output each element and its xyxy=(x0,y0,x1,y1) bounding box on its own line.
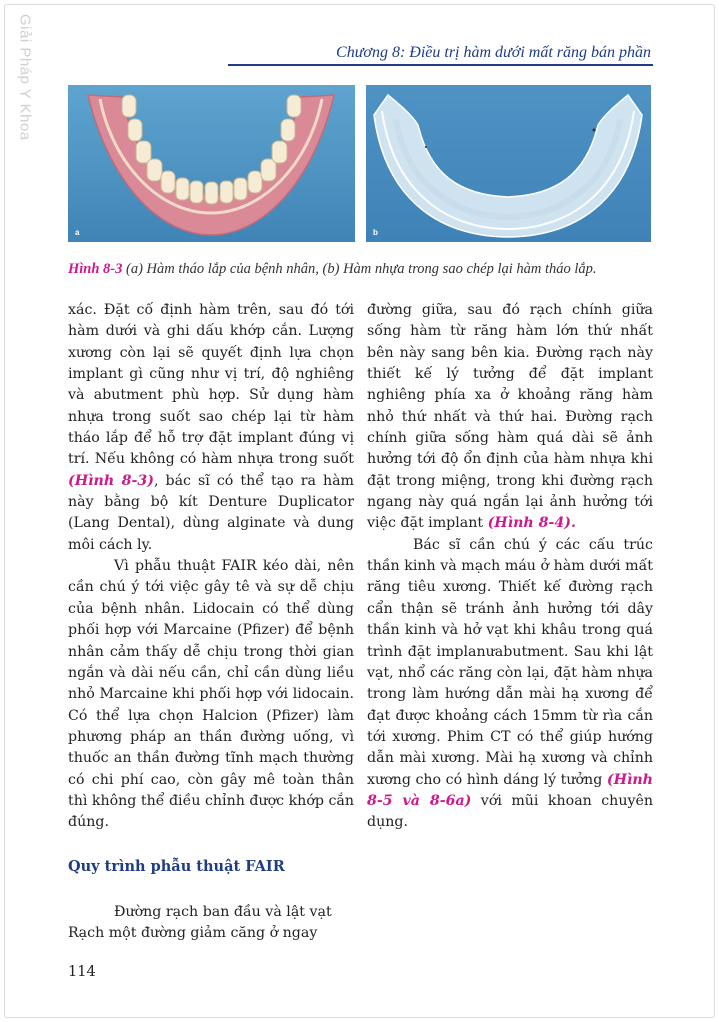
right-p2-tail: với mũi khoan chuyên dụng. xyxy=(367,792,654,831)
left-paragraph-2: Vì phẫu thuật FAIR kéo dài, nên cần chú ý tới việc gây tê và sự dễ chịu của bệnh nhân. Lidocain có thể dùng phối hợp với Marcaine (Pfizer) để bệnh nhân cảm thấy dễ chịu trong thời gian ngắn và dài nếu cần, chỉ cần dùng liều nhỏ Marcaine khi phối hợp với lidocain. Có thể lựa chọn Halcion (Pfizer) làm phương pháp an thần đường uống, vì thuốc an thần đường tĩnh mạch thường có chi phí cao, còn gây mê toàn thân thì không thể điều chỉnh được khớp cắn đúng. xyxy=(68,558,354,831)
right-p2-text: Bác sĩ cần chú ý các cấu trúc thần kinh và mạch máu ở hàm dưới mất răng tiêu xương. Thiết kế đường rạch cẩn thận sẽ tránh ảnh hưởng tới dây thần kinh và hở vạt khi khâu trong quá trình đặt implanưabutment. Sau khi lật vạt, nhổ các răng còn lại, đặt hàm nhựa trong làm hướng dẫn mài hạ xương để đạt được khoảng cách 15mm từ rìa cắn tới xương. Phim CT có thể giúp hướng dẫn mài xương. Mài hạ xương và chỉnh xương cho có hình dáng lý tưởng xyxy=(367,536,653,788)
caption-figure-ref: Hình 8-3 xyxy=(68,261,123,277)
panel-a-label: a xyxy=(75,228,80,237)
header-rule xyxy=(228,64,653,66)
side-watermark xyxy=(14,14,36,154)
panel-b-label: b xyxy=(373,228,378,237)
left-p1-text: xác. Đặt cố định hàm trên, sau đó tới hàm dưới và ghi dấu khớp cắn. Lượng xương còn lại sẽ quyết định lựa chọn implant gì cũng như vị trí, độ nghiêng và abutment phù hợp. Sử dụng hàm nhựa trong suốt sao chép lại từ hàm tháo lắp để hỗ trợ đặt implant đúng vị trí. Nếu không có hàm nhựa trong suốt xyxy=(68,302,354,468)
left-p1-figure-ref: (Hình 8-3) xyxy=(68,472,154,489)
left-paragraph-1 xyxy=(68,300,354,556)
figure-photo-a xyxy=(68,85,355,242)
section-paragraph xyxy=(68,902,358,944)
section-subheading: Đường rạch ban đầu và lật vạt xyxy=(114,904,332,920)
right-p1-text: đường giữa, sau đó rạch chính giữa sống hàm từ răng hàm lớn thứ nhất bên này sang bên kia. Đường rạch này thiết kế lý tưởng để đặt implant nghiêng phía xa ở khoảng răng hàm nhỏ thứ nhất và thứ hai. Đường rạch chính giữa sống hàm quá dài sẽ ảnh hưởng tới độ ổn định của hàm nhựa khi đặt trong miệng, trong khi đường rạch ngang này quá ngắn lại ảnh hưởng tới việc đặt implant xyxy=(367,302,653,532)
page-number: 114 xyxy=(68,964,96,980)
figure-caption xyxy=(68,260,652,279)
denture-illustration xyxy=(68,85,355,242)
left-column xyxy=(68,300,354,834)
right-p1-figure-ref: (Hình 8-4). xyxy=(487,515,576,532)
right-paragraph-2 xyxy=(367,535,653,834)
caption-text: (a) Hàm tháo lắp của bệnh nhân, (b) Hàm nhựa trong sao chép lại hàm tháo lắp. xyxy=(122,261,597,277)
figure-photo-b xyxy=(366,85,651,242)
clear-denture-illustration xyxy=(366,85,651,242)
running-header: Chương 8: Điều trị hàm dưới mất răng bán phần xyxy=(336,44,651,61)
right-paragraph-1 xyxy=(367,300,653,535)
watermark-text: Giải Pháp Y Khoa xyxy=(16,14,34,141)
right-column xyxy=(367,300,653,834)
right-p2-figure-ref: (Hình 8-5 và 8-6a) xyxy=(367,771,653,809)
left-p1-tail: , bác sĩ có thể tạo ra hàm này bằng bộ kít Denture Duplicator (Lang Dental), dùng alginate và dung môi cách ly. xyxy=(68,472,355,553)
section-heading: Quy trình phẫu thuật FAIR xyxy=(68,858,285,875)
section-text: Rạch một đường giảm căng ở ngay xyxy=(68,925,318,941)
